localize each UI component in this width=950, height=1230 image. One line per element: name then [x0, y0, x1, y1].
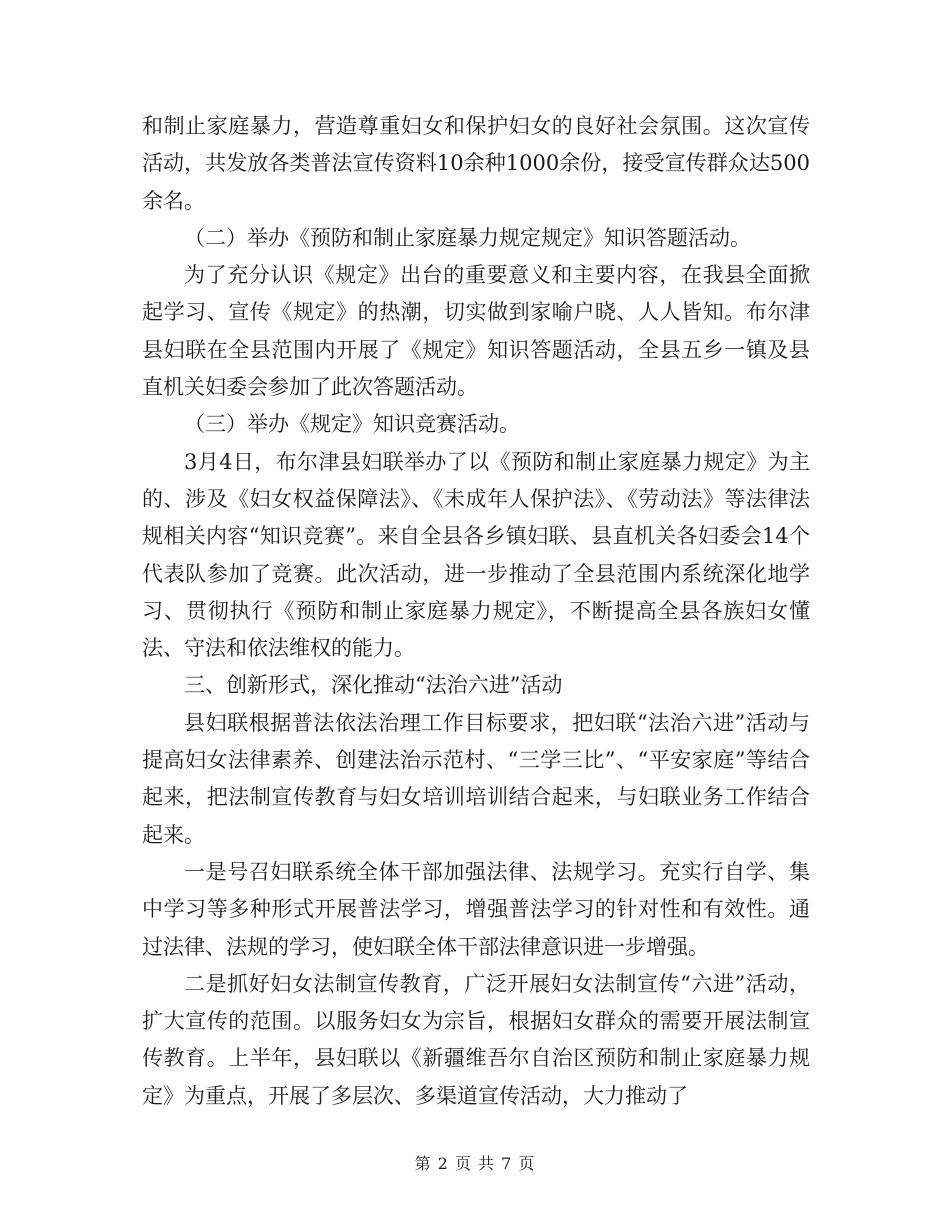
paragraph-continuation: 和制止家庭暴力，营造尊重妇女和保护妇女的良好社会氛围。这次宣传活动，共发放各类普法宣传资料10余种1000余份，接受宣传群众达500余名。 [142, 114, 810, 213]
section-heading-quiz: （二）举办《预防和制止家庭暴力规定规定》知识答题活动。 [184, 225, 751, 250]
paragraph-six-entries: 县妇联根据普法依法治理工作目标要求，把妇联“法治六进”活动与提高妇女法律素养、创建法治示范村、“三学三比”、“平安家庭”等结合起来，把法制宣传教育与妇女培训培训结合起来，与妇联业务工作结合起来。 [142, 710, 810, 847]
paragraph-point-two: 二是抓好妇女法制宣传教育，广泛开展妇女法制宣传“六进”活动，扩大宣传的范围。以服务妇女为宗旨，根据妇女群众的需要开展法制宣传教育。上半年，县妇联以《新疆维吾尔自治区预防和制止家庭暴力规定》为重点，开展了多层次、多渠道宣传活动，大力推动了 [142, 971, 810, 1108]
paragraph-point-one: 一是号召妇联系统全体干部加强法律、法规学习。充实行自学、集中学习等多种形式开展普法学习，增强普法学习的针对性和有效性。通过法律、法规的学习，使妇联全体干部法律意识进一步增强。 [142, 859, 810, 959]
section-heading-contest: （三）举办《规定》知识竞赛活动。 [184, 412, 520, 437]
paragraph-contest: 3月4日，布尔津县妇联举办了以《预防和制止家庭暴力规定》为主的、涉及《妇女权益保障法》、《未成年人保护法》、《劳动法》等法律法规相关内容“知识竞赛”。来自全县各乡镇妇联、县直机关各妇委会14个代表队参加了竞赛。此次活动，进一步推动了全县范围内系统深化地学习、贯彻执行《预防和制止家庭暴力规定》，不断提高全县各族妇女懂法、守法和依法维权的能力。 [142, 449, 810, 661]
page-number-footer: 第 2 页 共 7 页 [414, 1154, 536, 1173]
section-heading-six-entries: 三、创新形式，深化推动“法治六进”活动 [184, 673, 563, 698]
paragraph-quiz: 为了充分认识《规定》出台的重要意义和主要内容，在我县全面掀起学习、宣传《规定》的热潮，切实做到家喻户晓、人人皆知。布尔津县妇联在全县范围内开展了《规定》知识答题活动，全县五乡一镇及县直机关妇委会参加了此次答题活动。 [142, 263, 810, 400]
document-body [142, 108, 810, 1115]
